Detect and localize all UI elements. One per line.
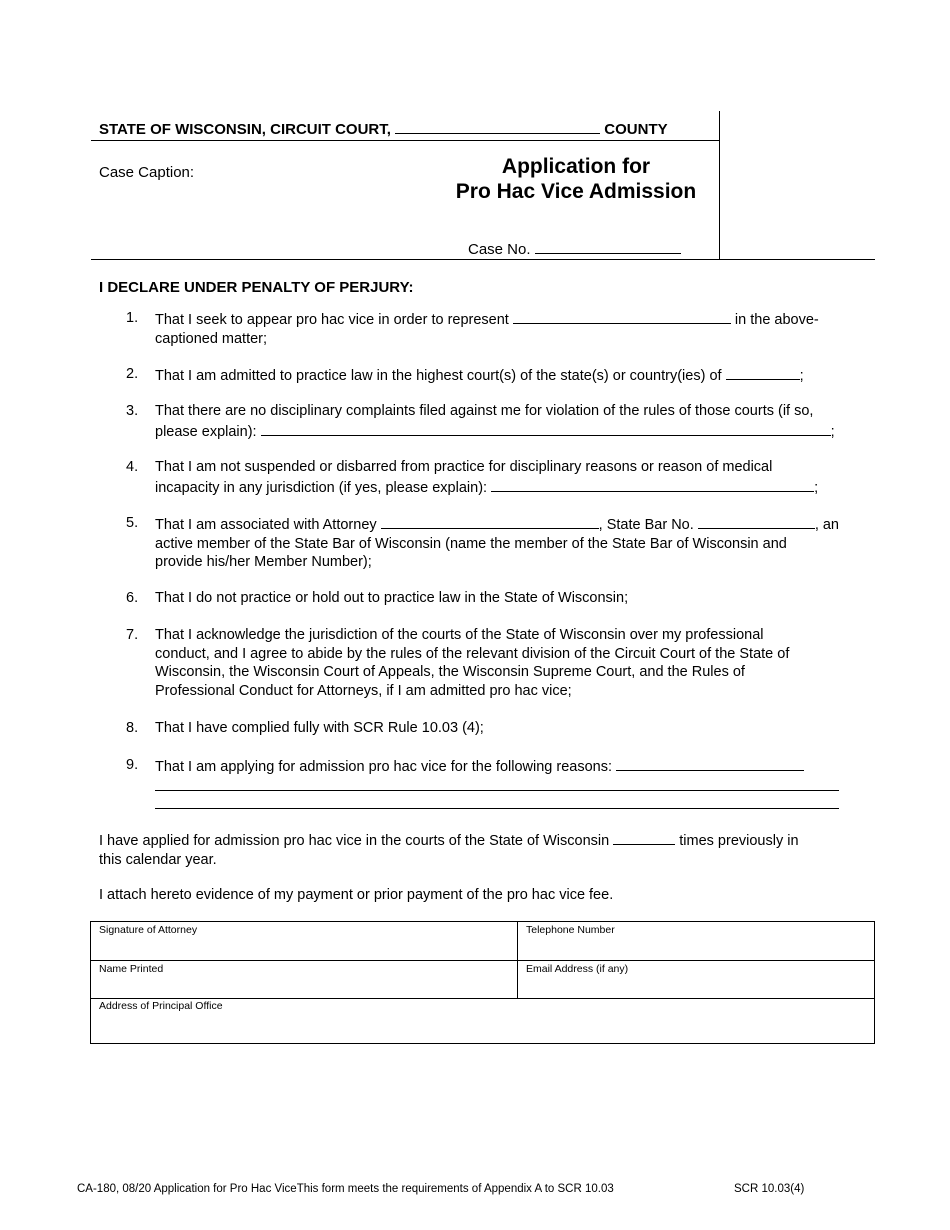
previous-applications (99, 830, 869, 869)
times-previously-field[interactable] (613, 830, 675, 845)
associated-attorney-field[interactable] (381, 514, 599, 529)
court-line (99, 119, 668, 139)
item-text: captioned matter; (155, 330, 268, 347)
previous-text: times previously in (679, 833, 799, 849)
item-number: 6. (126, 590, 139, 606)
item-number: 9. (126, 757, 139, 773)
item-text: ; (799, 368, 804, 384)
admitted-jurisdictions-field[interactable] (726, 365, 800, 380)
county-label: COUNTY (604, 121, 668, 138)
case-no-field[interactable] (535, 239, 681, 254)
item-text: ; (830, 423, 835, 440)
previous-text: this calendar year. (99, 851, 217, 868)
form-title (434, 154, 718, 204)
reasons-line-3[interactable] (155, 808, 839, 809)
form-title-line1: Application for (501, 155, 651, 178)
address-label: Address of Principal Office (99, 1000, 223, 1012)
name-printed-cell[interactable] (91, 961, 517, 998)
header-rule-2 (91, 259, 875, 260)
item-number: 7. (126, 627, 139, 643)
complaints-explanation-field[interactable] (261, 421, 831, 436)
item-text: That I seek to appear pro hac vice in order to represent (155, 312, 509, 328)
item-text: That I am associated with Attorney (155, 517, 377, 533)
email-cell[interactable] (518, 961, 875, 998)
case-no-line (468, 239, 681, 259)
item-text: conduct, and I agree to abide by the rules of the relevant division of the Circuit Court of the State of (155, 645, 790, 662)
form-title-line2: Pro Hac Vice Admission (455, 180, 697, 203)
item-text: That I am applying for admission pro hac vice for the following reasons: (155, 759, 612, 775)
item-text: incapacity in any jurisdiction (if yes, please explain): (155, 479, 488, 496)
attach-statement: I attach hereto evidence of my payment or prior payment of the pro hac vice fee. (99, 887, 614, 903)
item-text: , State Bar No. (598, 517, 694, 533)
header-divider-vertical (719, 111, 720, 260)
item-text: Professional Conduct for Attorneys, if I am admitted pro hac vice; (155, 682, 572, 699)
declaration-heading: I DECLARE UNDER PENALTY OF PERJURY: (99, 279, 414, 296)
item-text: That I do not practice or hold out to practice law in the State of Wisconsin; (155, 590, 629, 606)
suspension-explanation-field[interactable] (491, 477, 814, 492)
previous-text: I have applied for admission pro hac vice in the courts of the State of Wisconsin (99, 833, 610, 849)
footer-rule-ref: SCR 10.03(4) (734, 1183, 805, 1195)
item-number: 5. (126, 515, 139, 531)
item-number: 8. (126, 720, 139, 736)
item-text: provide his/her Member Number); (155, 554, 372, 570)
item-text: active member of the State Bar of Wisconsin (name the member of the State Bar of Wisconsin and (155, 535, 787, 552)
footer-form-info: CA-180, 08/20 Application for Pro Hac ViceThis form meets the requirements of Appendix A to SCR 10.03 (77, 1183, 614, 1195)
address-cell[interactable] (91, 999, 875, 1043)
case-caption-label: Case Caption: (99, 164, 195, 181)
item-number: 3. (126, 403, 139, 419)
name-printed-label: Name Printed (99, 963, 164, 975)
client-name-field[interactable] (513, 309, 731, 324)
item-text: please explain): (155, 423, 257, 440)
item-text: Wisconsin, the Wisconsin Court of Appeals, the Wisconsin Supreme Court, and the Rules of (155, 664, 745, 680)
signature-label: Signature of Attorney (99, 924, 198, 936)
item-number: 4. (126, 459, 139, 475)
reasons-line-2[interactable] (155, 790, 839, 791)
item-number: 2. (126, 366, 139, 382)
county-name-field[interactable] (395, 119, 600, 134)
item-text: , an (814, 517, 839, 533)
court-label: STATE OF WISCONSIN, CIRCUIT COURT, (99, 121, 391, 138)
item-text: That I am not suspended or disbarred from practice for disciplinary reasons or reason of medical (155, 459, 773, 475)
signature-cell[interactable] (91, 922, 517, 960)
reasons-field[interactable] (616, 756, 804, 771)
email-label: Email Address (if any) (526, 963, 629, 975)
item-text: That I acknowledge the jurisdiction of the courts of the State of Wisconsin over my professional (155, 627, 764, 643)
state-bar-number-field[interactable] (698, 514, 815, 529)
case-no-label: Case No. (468, 241, 531, 258)
telephone-label: Telephone Number (526, 924, 615, 936)
signature-table (90, 921, 875, 1044)
item-text: ; (814, 479, 819, 496)
item-text: That there are no disciplinary complaints filed against me for violation of the rules of those courts (if so, (155, 403, 814, 419)
item-text: That I have complied fully with SCR Rule 10.03 (4); (155, 720, 484, 736)
header-rule-1 (91, 140, 719, 141)
item-text: in the above- (734, 312, 819, 328)
item-number: 1. (126, 310, 139, 326)
telephone-cell[interactable] (518, 922, 875, 960)
item-text: That I am admitted to practice law in the highest court(s) of the state(s) or country(ies) of (155, 368, 722, 384)
